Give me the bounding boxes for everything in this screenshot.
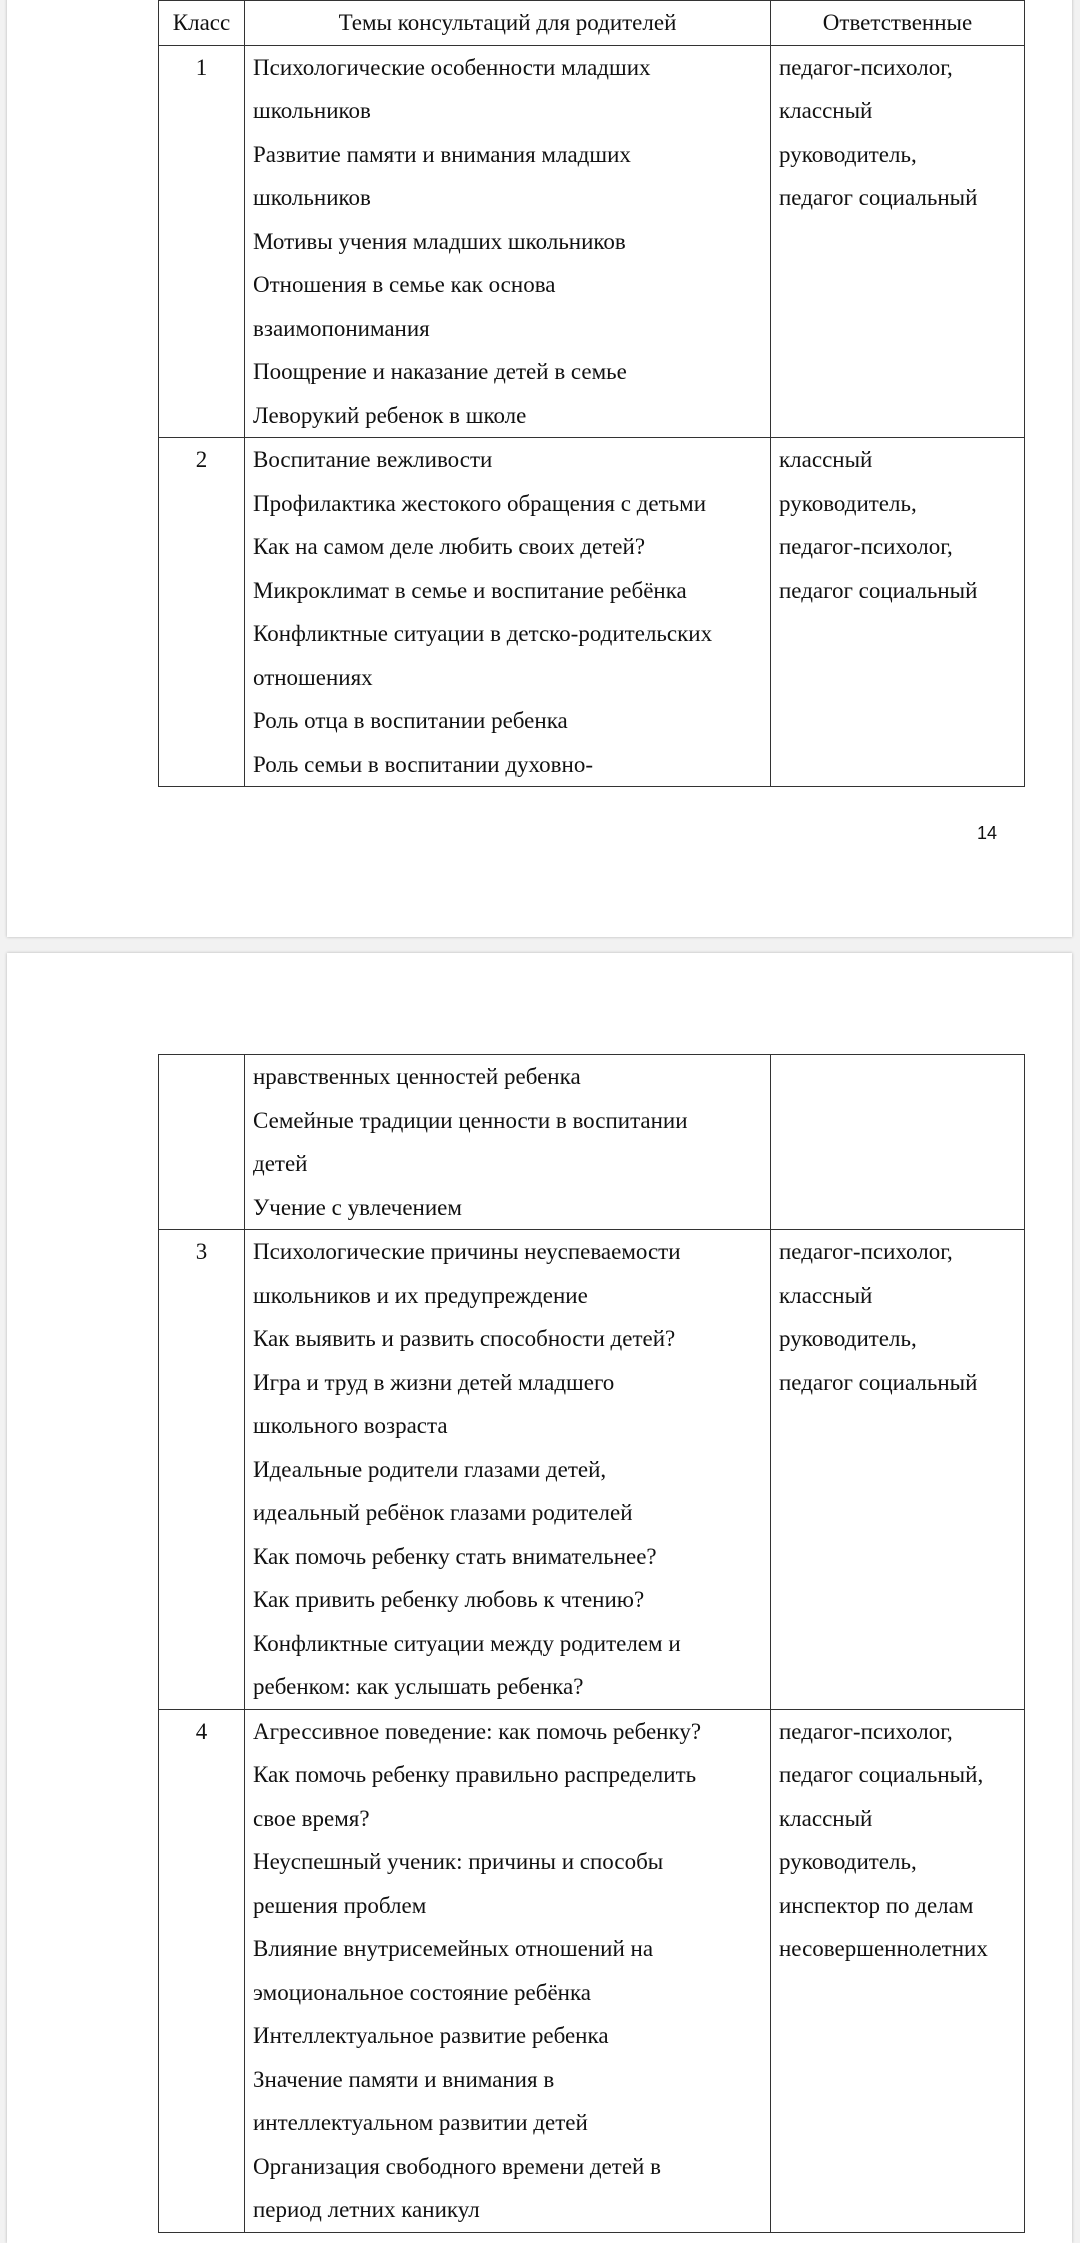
topic-line: идеальный ребёнок глазами родителей [253, 1500, 633, 1525]
topic-line: Семейные традиции ценности в воспитании [253, 1107, 688, 1133]
topic-line: Значение памяти и внимания в [253, 2066, 555, 2092]
responsible-line: педагог социальный [779, 1369, 978, 1395]
topic-line: Леворукий ребенок в школе [253, 402, 527, 428]
table-row [159, 45, 1025, 438]
table-row [159, 1230, 1025, 1710]
topic-line: Профилактика жестокого обращения с детьми [253, 490, 707, 516]
consultations-table-part-1 [158, 0, 1025, 787]
topic-line: ребенком: как услышать ребенка? [253, 1674, 584, 1699]
responsible-cell [771, 45, 1025, 438]
class-cell: 3 [159, 1230, 245, 1710]
topic-line: период летних каникул [253, 2197, 480, 2222]
responsible-line: педагог-психолог, [779, 1718, 953, 1744]
table-row [159, 1055, 1025, 1230]
responsible-line: руководитель, [779, 490, 917, 516]
responsible-line: классный [779, 1282, 873, 1308]
topic-line: детей [253, 1151, 308, 1176]
document-page-1 [7, 0, 1072, 937]
header-class: Класс [159, 1, 245, 46]
topic-line: Игра и труд в жизни детей младшего [253, 1369, 615, 1395]
topic-line: Как выявить и развить способности детей? [253, 1326, 676, 1351]
topic-line: Психологические причины неуспеваемости [253, 1239, 681, 1264]
topics-cell [245, 1055, 771, 1230]
class-cell [159, 1055, 245, 1230]
responsible-line: руководитель, [779, 1326, 917, 1351]
topic-line: Развитие памяти и внимания младших [253, 141, 631, 167]
responsible-line: педагог социальный [779, 185, 978, 210]
table-row [159, 1709, 1025, 2232]
responsible-line: педагог социальный [779, 577, 978, 603]
topic-line: взаимопонимания [253, 315, 430, 341]
topic-line: Идеальные родители глазами детей, [253, 1456, 607, 1482]
responsible-line: педагог-психолог, [779, 534, 953, 559]
topic-line: интеллектуальном развитии детей [253, 2110, 588, 2135]
topic-line: Влияние внутрисемейных отношений на [253, 1936, 654, 1961]
topic-line: Поощрение и наказание детей в семье [253, 359, 627, 384]
topic-line: школьников [253, 98, 371, 123]
topic-line: Организация свободного времени детей в [253, 2153, 661, 2179]
class-cell: 2 [159, 438, 245, 787]
responsible-cell [771, 1055, 1025, 1230]
header-topics: Темы консультаций для родителей [245, 1, 771, 46]
topic-line: Роль семьи в воспитании духовно- [253, 751, 594, 777]
class-cell: 4 [159, 1709, 245, 2232]
responsible-line: несовершеннолетних [779, 1936, 988, 1961]
topic-line: Микроклимат в семье и воспитание ребёнка [253, 577, 687, 603]
table-header-row [159, 1, 1025, 46]
topic-line: Психологические особенности младших [253, 54, 651, 80]
topic-line: отношениях [253, 664, 373, 690]
page-number: 14 [977, 823, 998, 843]
topic-line: Отношения в семье как основа [253, 272, 556, 297]
header-responsible: Ответственные [771, 1, 1025, 46]
topic-line: Учение с увлечением [253, 1194, 462, 1220]
responsible-line: классный [779, 447, 873, 472]
topic-line: Агрессивное поведение: как помочь ребенку? [253, 1718, 702, 1744]
responsible-line: классный [779, 98, 873, 123]
topic-line: Как помочь ребенку правильно распределить [253, 1762, 697, 1787]
topics-cell [245, 1230, 771, 1710]
topic-line: нравственных ценностей ребенка [253, 1064, 581, 1089]
responsible-line: руководитель, [779, 1849, 917, 1874]
responsible-line: классный [779, 1805, 873, 1831]
topic-line: эмоциональное состояние ребёнка [253, 1979, 591, 2005]
topic-line: Роль отца в воспитании ребенка [253, 708, 568, 733]
responsible-cell [771, 1230, 1025, 1710]
table-row [159, 438, 1025, 787]
topic-line: Как привить ребенку любовь к чтению? [253, 1587, 645, 1612]
topic-line: школьников [253, 185, 371, 210]
topic-line: Конфликтные ситуации в детско-родительских [253, 621, 713, 646]
topics-cell [245, 1709, 771, 2232]
class-cell: 1 [159, 45, 245, 438]
topic-line: Интеллектуальное развитие ребенка [253, 2023, 609, 2048]
topic-line: Как на самом деле любить своих детей? [253, 534, 646, 559]
topic-line: решения проблем [253, 1892, 427, 1918]
topic-line: школьников и их предупреждение [253, 1282, 588, 1308]
responsible-line: руководитель, [779, 141, 917, 167]
topic-line: Как помочь ребенку стать внимательнее? [253, 1543, 657, 1569]
topic-line: Конфликтные ситуации между родителем и [253, 1630, 681, 1656]
topic-line: Воспитание вежливости [253, 447, 493, 472]
topic-line: свое время? [253, 1805, 370, 1831]
topic-line: Неуспешный ученик: причины и способы [253, 1849, 664, 1874]
responsible-line: инспектор по делам [779, 1892, 974, 1918]
responsible-line: педагог социальный, [779, 1762, 984, 1787]
responsible-cell [771, 438, 1025, 787]
responsible-line: педагог-психолог, [779, 1239, 953, 1264]
topics-cell [245, 438, 771, 787]
topic-line: Мотивы учения младших школьников [253, 228, 626, 254]
topics-cell [245, 45, 771, 438]
topic-line: школьного возраста [253, 1413, 448, 1438]
document-page-2 [7, 953, 1072, 2243]
consultations-table-part-2 [158, 1054, 1025, 2233]
responsible-cell [771, 1709, 1025, 2232]
responsible-line: педагог-психолог, [779, 54, 953, 80]
